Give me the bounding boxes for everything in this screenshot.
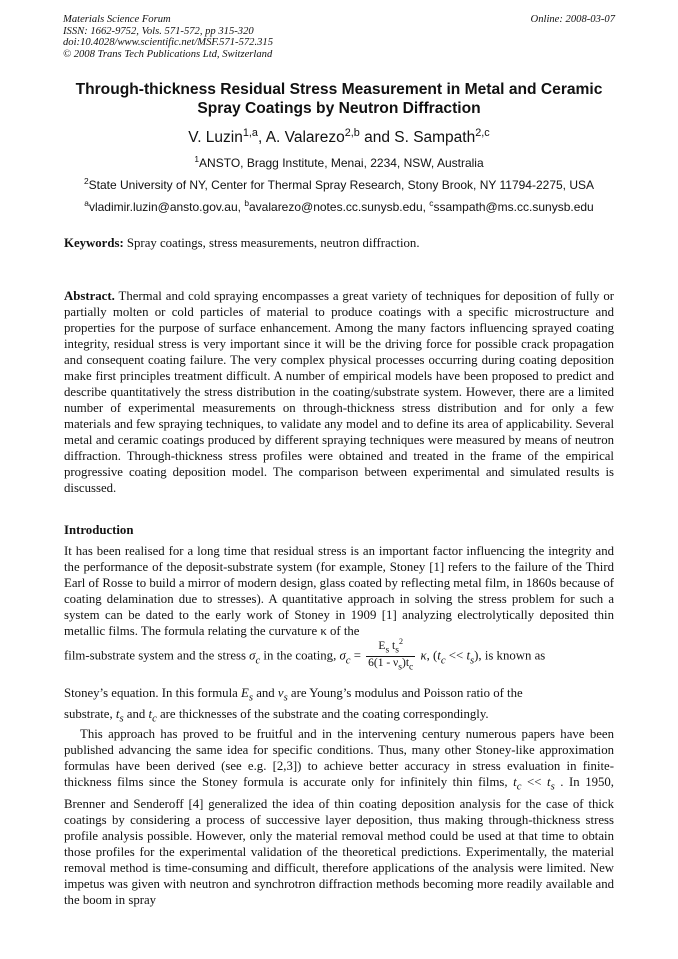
intro-p1-line3-c: are Young’s modulus and Poisson ratio of the — [287, 686, 523, 700]
affiliation-1-sup: 1 — [194, 154, 200, 164]
p2-ll: << — [521, 775, 547, 789]
copyright-line: © 2008 Trans Tech Publications Ltd, Switzerland — [63, 48, 273, 60]
journal-name: Materials Science Forum — [63, 14, 171, 25]
intro-p1-line2-d: ), is known as — [474, 648, 546, 663]
fraction-numerator — [366, 637, 415, 657]
issn-line: ISSN: 1662-9752, Vols. 571-572, pp 315-320 — [63, 25, 254, 37]
intro-p1-line4-c: are thicknesses of the substrate and the coating correspondingly. — [156, 707, 489, 721]
p2-c: c — [516, 781, 522, 793]
p2-s: s — [550, 781, 555, 793]
affiliation-2 — [40, 178, 638, 192]
tc-symbol: t — [148, 707, 153, 721]
eq-lhs-sub: c — [345, 655, 351, 667]
online-date: Online: 2008-03-07 — [530, 14, 615, 25]
author-1: V. Luzin — [188, 129, 243, 146]
intro-paragraph-2 — [64, 726, 614, 908]
intro-p1-line3-b: and — [253, 686, 278, 700]
stoney-fraction — [366, 637, 415, 674]
intro-p2-b: . In 1950, Brenner and Senderoff [4] generalized the idea of thin coating deposition analysis for the case of thick coatings by considering a process of successive layer deposition, thus making through-thickness stress profile analysis possible. However, only the material removal method could be used at that time to obtain those profiles for the experimental validation of the theoretical predictions. Experimentally, the material removal method is time-consuming and difficult, therefore applications of the analysis were limited. New impetus was given with neutron and synchrotron diffraction methods becoming more readily available and the boom in spray — [64, 775, 615, 907]
intro-p1-line2-c: , ( — [426, 648, 438, 663]
keywords — [64, 235, 614, 251]
email-b-sup: b — [244, 198, 249, 208]
author-list — [40, 128, 638, 147]
doi-line: doi:10.4028/www.scientific.net/MSF.571-572.315 — [63, 37, 273, 48]
es-symbol: E — [241, 686, 249, 700]
cond-s: s — [470, 655, 475, 667]
nu-symbol: ν — [277, 686, 284, 700]
author-3-sup: 2,c — [475, 126, 490, 139]
eq-equals: = — [350, 648, 365, 663]
author-1-sup: 1,a — [242, 126, 258, 139]
keywords-label: Keywords: — [64, 236, 124, 250]
cond-t2: t — [466, 648, 470, 663]
affiliation-1 — [40, 156, 638, 170]
cond-t: t — [437, 648, 441, 663]
intro-p1-line4-a: substrate, — [64, 707, 116, 721]
cond-ll: << — [445, 648, 467, 663]
ts-sub: s — [119, 713, 124, 725]
stoney-definitions-line-2 — [64, 706, 614, 728]
email-a: vladimir.luzin@ansto.gov.au, — [88, 200, 245, 214]
eq-lhs: σ — [339, 648, 346, 663]
introduction-heading: Introduction — [64, 523, 134, 537]
eq-num-t-sup: 2 — [398, 637, 404, 647]
paper-title — [40, 80, 638, 118]
author-2-sup: 2,b — [344, 126, 360, 139]
email-a-sup: a — [84, 198, 89, 208]
p2-t: t — [513, 775, 517, 789]
intro-p1-line2-a: film-substrate system and the stress — [64, 648, 250, 663]
eq-num-e-sub: s — [385, 644, 390, 656]
p2-t2: t — [547, 775, 551, 789]
title-line-1: Through-thickness Residual Stress Measurement in Metal and Ceramic — [75, 81, 603, 98]
fraction-denominator — [366, 657, 415, 673]
author-2: , A. Valarezo — [257, 129, 345, 146]
sigma-symbol: σ — [249, 648, 256, 663]
intro-p1-line2-b: in the coating, — [260, 648, 340, 663]
email-b: avalarezo@notes.cc.sunysb.edu, — [249, 200, 430, 214]
abstract-text: Thermal and cold spraying encompasses a great variety of techniques for deposition of fully or partially molten or cold particles of material to produce coatings with a specific microstructure and properties for the purpose of surface enhancement. Among the many factors influencing sprayed coating integrity, residual stress is very important since it will be the driving force for possible crack propagation and consequent coating failure. The very complex physical processes occurring during coating deposition make first principles treatment difficult. A number of empirical models have been proposed to predict and describe quantitatively the stress distribution in the coating/substrate system. However, there are a limited number of experimental measurements on through-thickness stress distribution and for only a few materials and few spraying techniques, to validate any model and to define its area of applicability. Several metal and ceramic coatings produced by different spraying techniques were measured by means of neutron diffraction. Through-thickness stress profiles were obtained and treated in the frame of the empirical progressive coating deposition model. The comparison between experimental and simulated results is discussed. — [64, 289, 614, 495]
abstract-label: Abstract. — [64, 289, 115, 303]
keywords-text: Spray coatings, stress measurements, neutron diffraction. — [123, 236, 420, 250]
affiliation-2-text: State University of NY, Center for Thermal Spray Research, Stony Brook, NY 11794-2275, USA — [88, 178, 595, 192]
stoney-definitions-line-1 — [64, 685, 614, 707]
sigma-sub: c — [255, 655, 261, 667]
affiliation-1-text: ANSTO, Bragg Institute, Menai, 2234, NSW, Australia — [199, 156, 484, 170]
intro-p1-line3-a: Stoney’s equation. In this formula — [64, 686, 242, 700]
eq-num-t: t — [389, 640, 396, 652]
eq-den-t-sub: c — [409, 661, 414, 673]
nu-sub: s — [283, 692, 288, 704]
email-c-sup: c — [429, 198, 434, 208]
eq-den-sub: s — [398, 661, 402, 673]
eq-num-t-sub: s — [395, 644, 399, 656]
email-c: ssampath@ms.cc.sunysb.edu — [433, 200, 594, 214]
intro-p1-text: It has been realised for a long time that residual stress is an important factor influencing the integrity and the performance of the deposit-substrate system (for example, Stoney [1] refers to the failure of the Third Earl of Rosse to build a mirror of modern design, glass coated by reflecting metal film, in 1860s because of coating delamination due to stresses). A quantitative approach in solving the stress problem for such a system can be dated to the early work of Stoney in 1909 [1] analyzing electrolytically deposited thin metallic films. The formula relating the curvature κ of the — [64, 544, 614, 638]
journal-header — [63, 14, 615, 60]
es-sub: s — [248, 692, 253, 704]
affiliation-2-sup: 2 — [83, 176, 89, 186]
eq-kappa: κ — [417, 648, 427, 663]
title-line-2: Spray Coatings by Neutron Diffraction — [197, 100, 481, 117]
cond-c: c — [440, 655, 446, 667]
stoney-equation-line — [64, 637, 614, 674]
abstract — [64, 288, 614, 496]
intro-p1-line4-b: and — [123, 707, 149, 721]
eq-num-e: E — [378, 640, 386, 652]
intro-paragraph-1 — [64, 543, 614, 639]
ts-symbol: t — [115, 707, 120, 721]
eq-den-t: )t — [401, 657, 410, 670]
intro-p2-a: This approach has proved to be fruitful and in the intervening century numerous papers have been published advancing the same idea for specific conditions. Thus, many other Stoney-like approximation formulas have been derived (see e.g. [2,3]) to achieve better accuracy in stress evaluation in finite-thickness films since the Stoney formula is accurate only for infinitely thin films, — [64, 727, 614, 789]
email-line — [40, 200, 638, 214]
eq-den: 6(1 - ν — [368, 657, 399, 670]
author-3: and S. Sampath — [359, 129, 476, 146]
tc-sub: c — [152, 713, 157, 725]
